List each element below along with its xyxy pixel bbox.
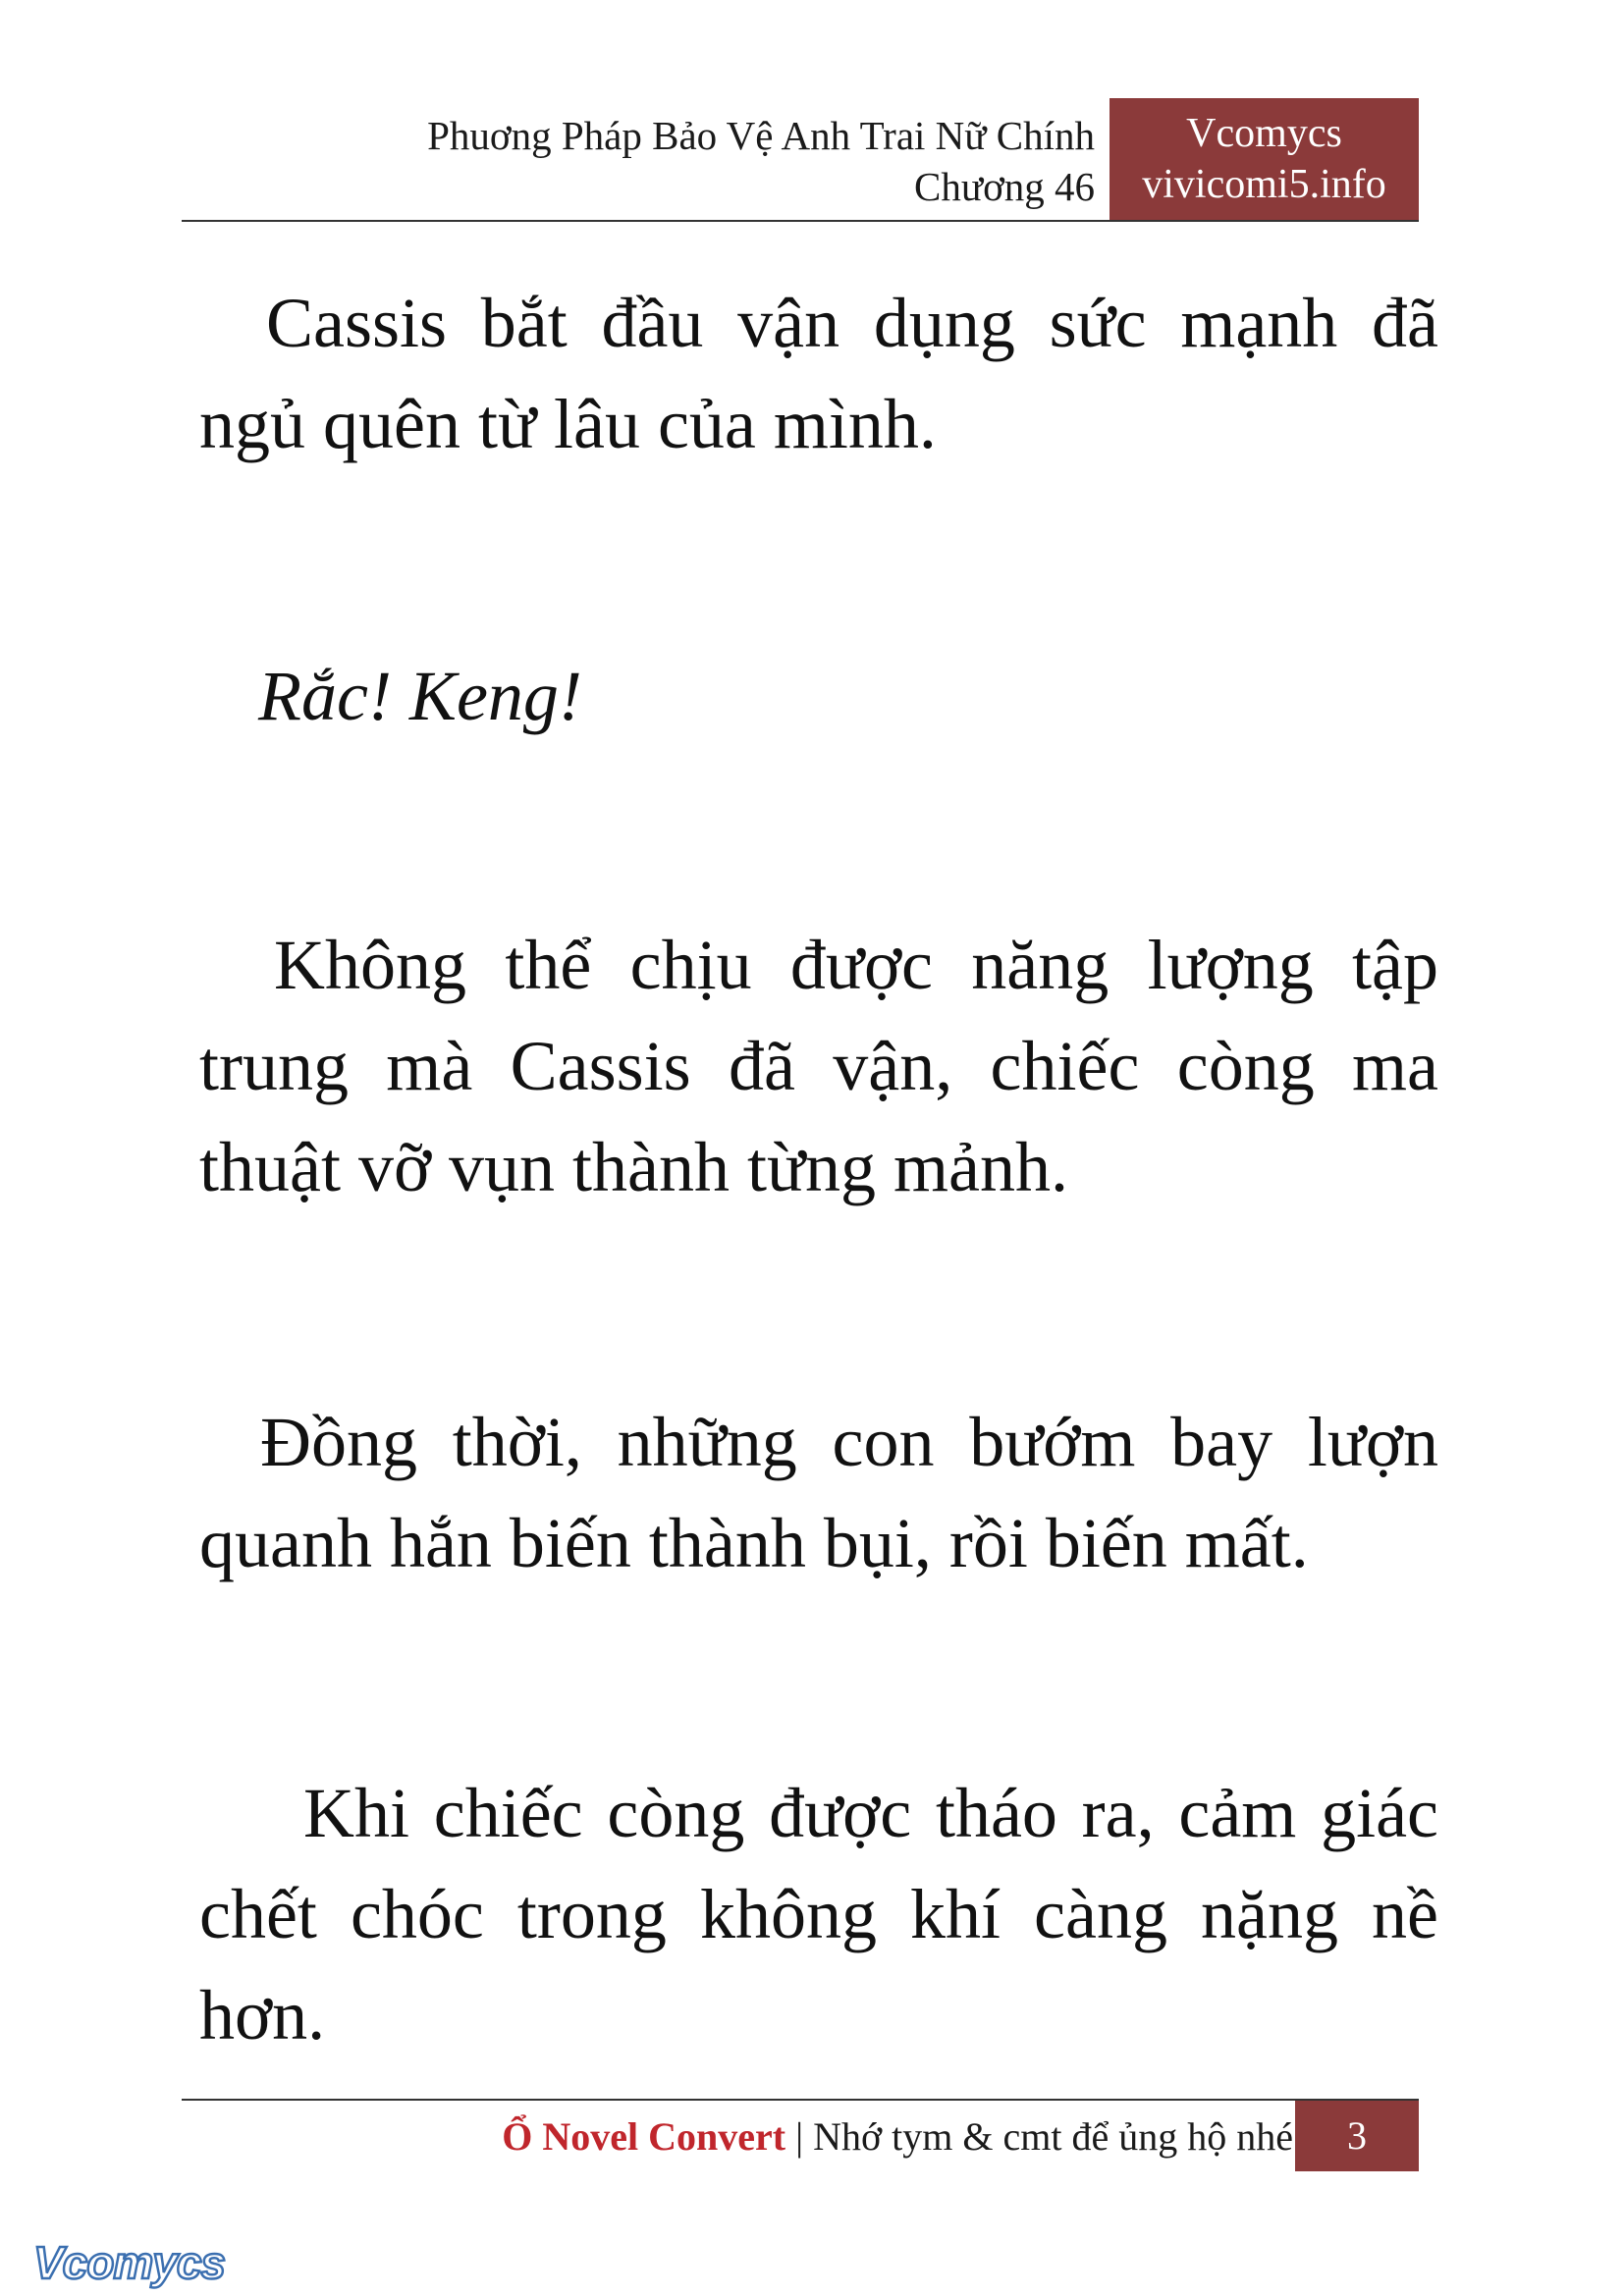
paragraph-1: Cassis bắt đầu vận dụng sức mạnh đã ngủ quên từ lâu của mình. [199, 284, 1438, 463]
footer-brand: Ổ Novel Convert [502, 2114, 786, 2159]
footer-separator: | [785, 2114, 814, 2159]
paragraph-4: Đồng thời, những con bướm bay lượn quanh hắn biến thành bụi, rồi biến mất. [199, 1403, 1438, 1582]
site-name: Vcomycs [1186, 111, 1342, 156]
header-divider [182, 220, 1419, 222]
book-title: Phuơng Pháp Bảo Vệ Anh Trai Nữ Chính [427, 113, 1095, 158]
header-titles [309, 110, 1095, 212]
paragraph-3: Không thể chịu được năng lượng tập trung mà Cassis đã vận, chiếc còng ma thuật vỡ vụn thành từng mảnh. [199, 926, 1438, 1206]
page-header [182, 98, 1419, 220]
footer-message: Nhớ tym & cmt để ủng hộ nhé [813, 2114, 1293, 2159]
vcomycs-logo-icon [29, 2233, 255, 2292]
site-url: vivicomi5.info [1142, 162, 1386, 207]
site-badge [1110, 98, 1419, 220]
page-number: 3 [1295, 2101, 1419, 2171]
page-footer [182, 2101, 1419, 2171]
chapter-label: Chương 46 [914, 164, 1095, 209]
svg-text:Vcomycs: Vcomycs [33, 2237, 226, 2288]
paragraph-2-sound-effect: Rắc! Keng! [258, 657, 582, 735]
paragraph-5: Khi chiếc còng được tháo ra, cảm giác chết chóc trong không khí càng nặng nề hơn. [199, 1774, 1438, 2055]
footer-text [502, 2112, 1293, 2162]
